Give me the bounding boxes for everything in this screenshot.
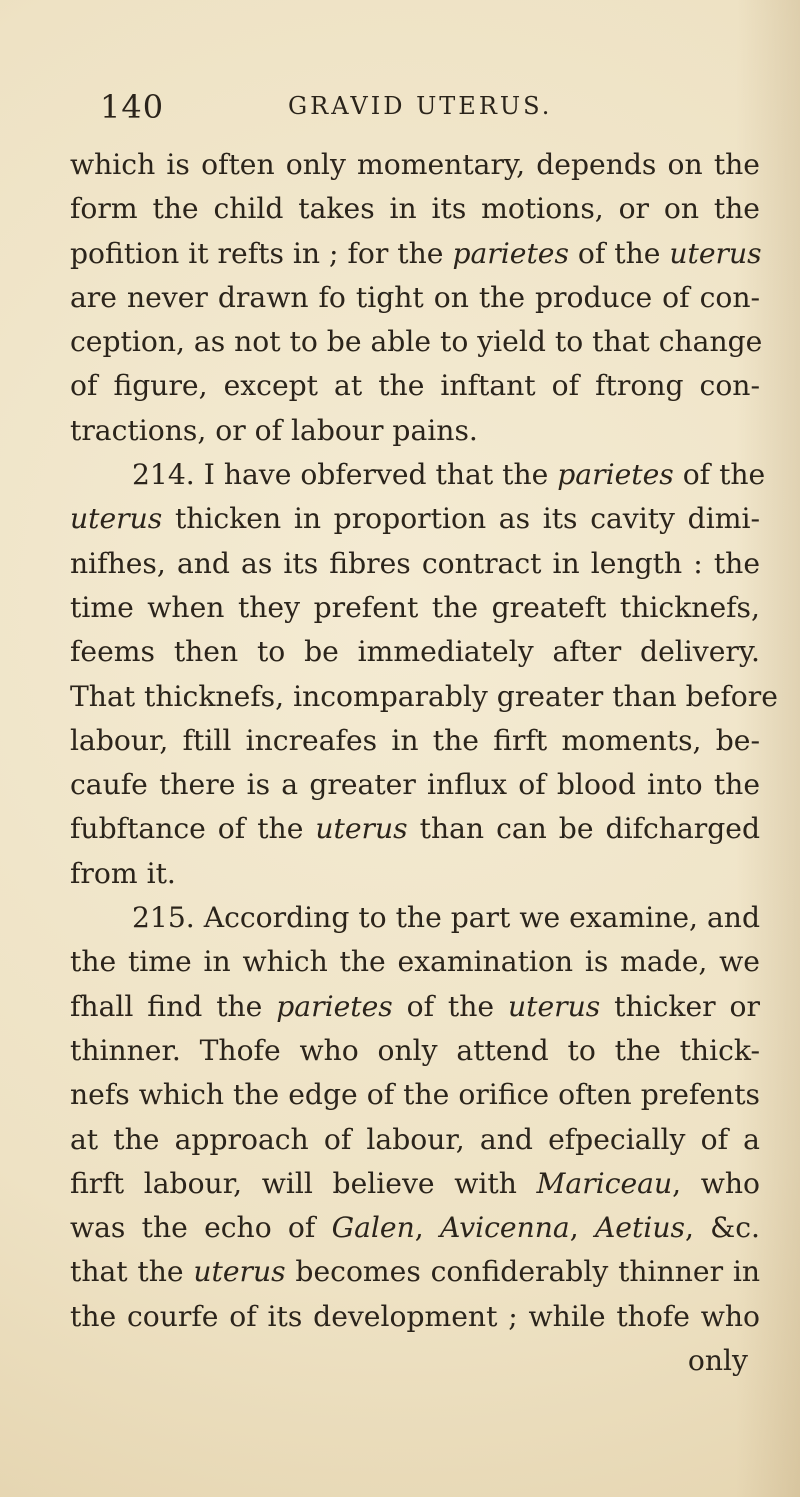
text-run: the time in which the examination is made, we <box>70 945 760 979</box>
text-line <box>70 1295 760 1339</box>
italic-term: Galen <box>331 1211 415 1245</box>
text-line <box>70 187 760 231</box>
italic-term: parietes <box>276 989 393 1023</box>
text-line <box>70 1073 760 1117</box>
text-line <box>70 143 760 187</box>
text-run: , <box>414 1211 440 1245</box>
text-run: of the <box>392 989 508 1023</box>
catchword: only <box>687 1344 748 1378</box>
text-run: than can be difcharged <box>407 812 761 846</box>
text-run: fubftance of the <box>70 812 316 846</box>
text-run: , &c. <box>684 1211 760 1245</box>
text-run: That thicknefs, incomparably greater than before <box>70 679 778 713</box>
italic-term: Mariceau <box>536 1166 673 1200</box>
italic-term: Avicenna <box>439 1211 570 1245</box>
text-run: becomes confiderably thinner in <box>285 1255 760 1289</box>
body-text <box>70 143 778 1383</box>
text-line <box>70 1250 760 1294</box>
text-run: of the <box>673 458 766 492</box>
text-run: thicken in proportion as its cavity dimi- <box>162 502 760 536</box>
text-run: was the echo of <box>70 1211 332 1245</box>
italic-term: uterus <box>193 1255 286 1289</box>
text-run: tractions, or of labour pains. <box>70 413 478 447</box>
text-run: that the <box>70 1255 194 1289</box>
italic-term: uterus <box>507 989 601 1023</box>
text-line <box>70 985 760 1029</box>
text-run: the courfe of its development ; while thofe who <box>70 1299 760 1333</box>
italic-term: Aetius <box>594 1211 685 1245</box>
text-line <box>70 276 760 320</box>
text-line <box>70 364 760 408</box>
text-run: form the child takes in its motions, or on the <box>70 192 760 226</box>
text-run: pofition it refts in ; for the <box>70 236 453 270</box>
text-line <box>70 1206 760 1250</box>
italic-term: uterus <box>315 812 408 846</box>
text-line <box>70 763 760 807</box>
text-line <box>70 1162 760 1206</box>
text-run: thicker or <box>600 989 760 1023</box>
text-line <box>70 542 760 586</box>
text-line <box>70 1118 760 1162</box>
text-run: fhall find the <box>70 989 277 1023</box>
text-line <box>70 630 760 674</box>
text-run: , <box>569 1211 595 1245</box>
text-run: 215. According to the part we examine, and <box>132 901 760 935</box>
page-number: 140 <box>100 88 165 126</box>
italic-term: parietes <box>452 236 569 270</box>
text-run: are never drawn fo tight on the produce of con- <box>70 280 760 314</box>
text-run: firft labour, will believe with <box>70 1166 537 1200</box>
italic-term: parietes <box>557 458 674 492</box>
text-run: ception, as not to be able to yield to that change <box>70 325 763 359</box>
text-line <box>70 896 760 940</box>
text-run: from it. <box>70 856 176 890</box>
text-run: labour, ftill increafes in the firft moments, be- <box>70 723 760 757</box>
text-line <box>70 232 760 276</box>
text-line <box>70 409 760 453</box>
italic-term: uterus <box>70 502 163 536</box>
text-run: feems then to be immediately after delivery. <box>70 635 760 669</box>
text-line <box>70 320 763 364</box>
text-line <box>70 497 760 541</box>
italic-term: uterus <box>669 236 762 270</box>
text-line <box>70 453 766 497</box>
text-run: nifhes, and as its fibres contract in length : the <box>70 546 760 580</box>
text-run: of the <box>568 236 670 270</box>
text-line <box>70 852 760 896</box>
text-line <box>70 940 760 984</box>
text-run: , who <box>672 1166 761 1200</box>
text-run: 214. I have obferved that the <box>132 458 558 492</box>
text-run: which is often only momentary, depends on the <box>70 148 760 181</box>
text-run: time when they prefent the greateft thicknefs, <box>70 590 760 624</box>
text-run: caufe there is a greater influx of blood into the <box>70 768 760 802</box>
text-run: of figure, except at the inftant of ftrong con- <box>70 369 760 403</box>
text-run: nefs which the edge of the orifice often prefents <box>70 1078 760 1112</box>
text-line <box>70 1029 760 1073</box>
text-run: at the approach of labour, and efpecially of a <box>70 1122 760 1156</box>
text-run: thinner. Thofe who only attend to the thick- <box>70 1033 760 1067</box>
running-head <box>100 88 720 128</box>
running-title: GRAVID UTERUS. <box>288 92 553 120</box>
text-line <box>70 675 778 719</box>
text-line <box>70 586 760 630</box>
text-line <box>70 807 760 851</box>
text-line <box>70 719 760 763</box>
